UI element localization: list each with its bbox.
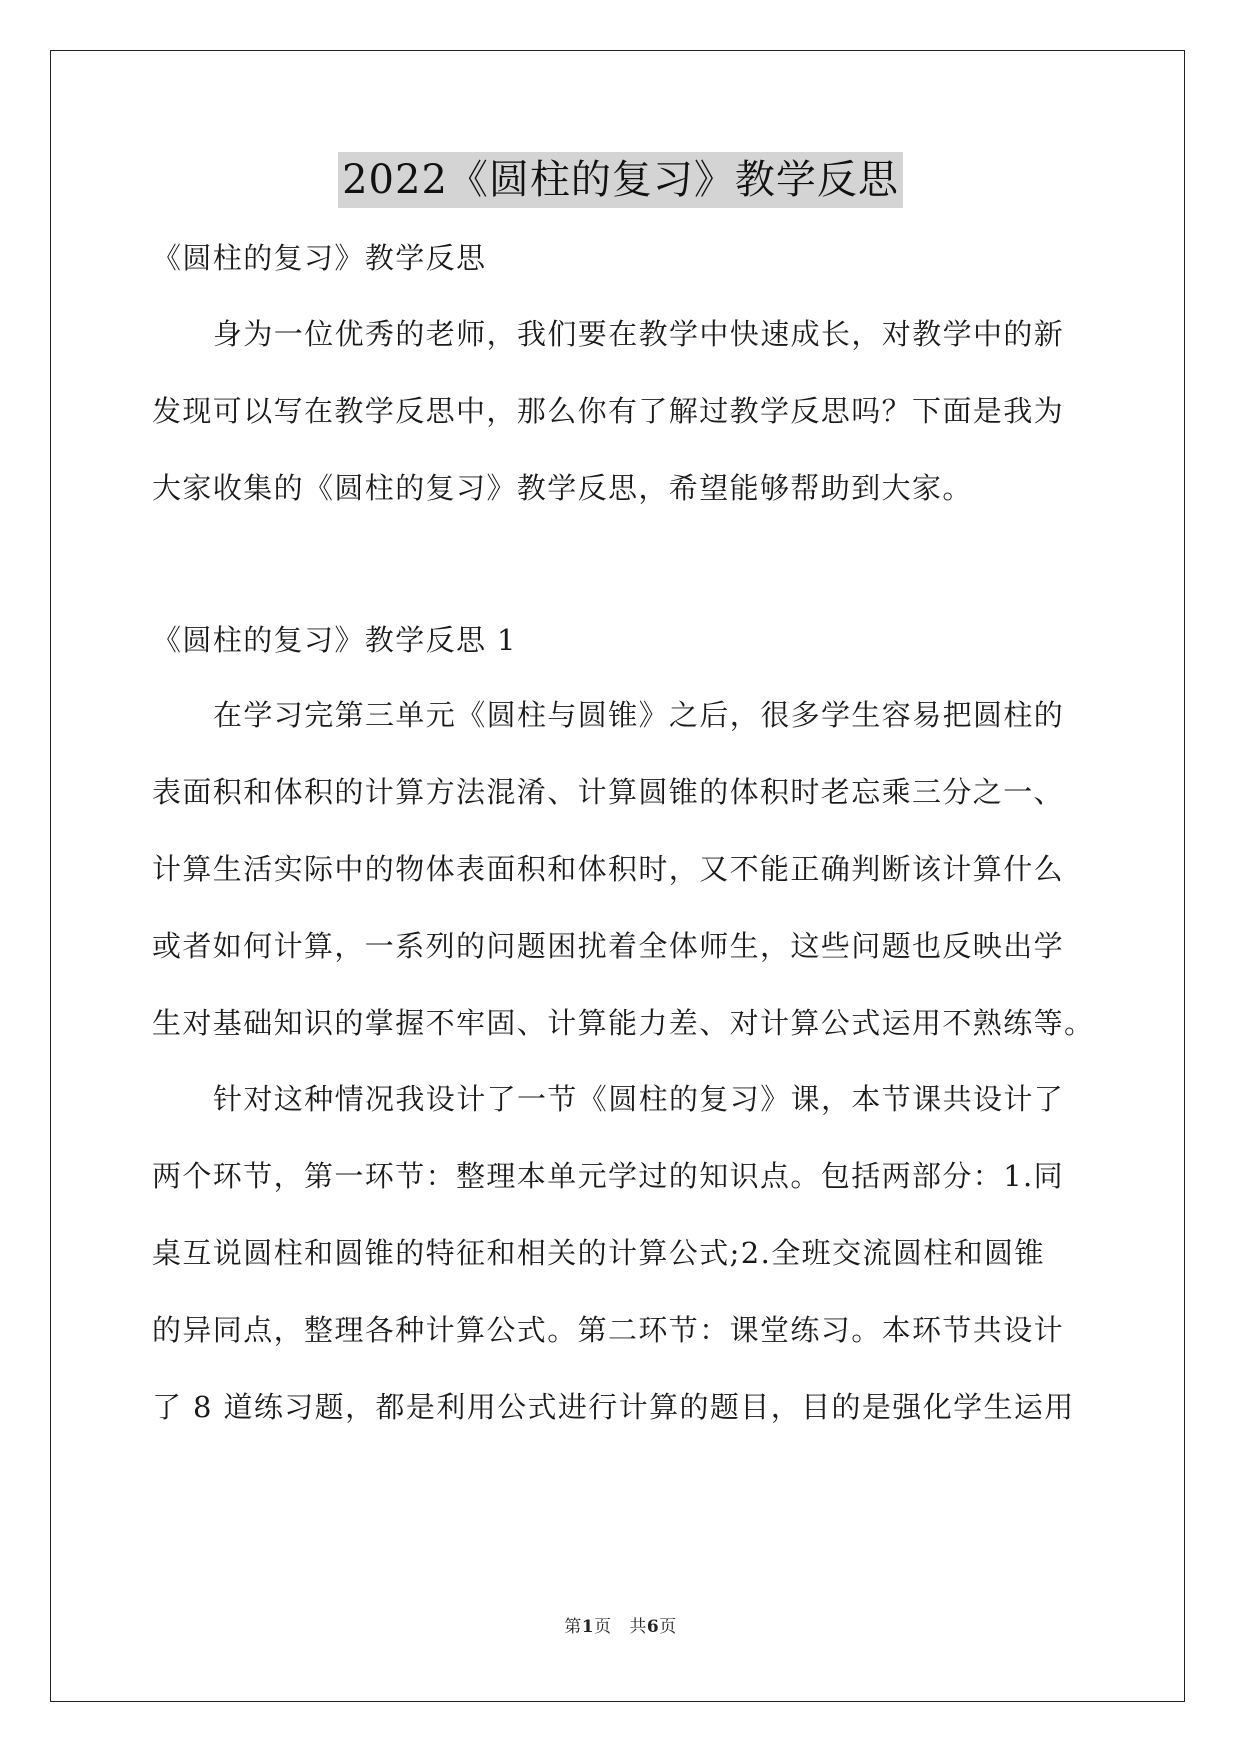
paragraph-line: 针对这种情况我设计了一节《圆柱的复习》课，本节课共设计了	[213, 1082, 1065, 1116]
footer-page-prefix: 第	[564, 1617, 582, 1637]
paragraph-line: 或者如何计算，一系列的问题困扰着全体师生，这些问题也反映出学	[152, 929, 1065, 963]
document-title: 2022《圆柱的复习》教学反思	[338, 152, 903, 208]
paragraph-line: 生对基础知识的掌握不牢固、计算能力差、对计算公式运用不熟练等。	[152, 1006, 1095, 1040]
paragraph-line: 计算生活实际中的物体表面积和体积时，又不能正确判断该计算什么	[152, 852, 1065, 886]
footer-page-number: 1	[581, 1617, 595, 1637]
title-container	[0, 152, 1241, 208]
footer-total-number: 6	[646, 1617, 660, 1637]
paragraph-line: 的异同点，整理各种计算公式。第二环节：课堂练习。本环节共设计	[152, 1313, 1065, 1347]
intro-line: 大家收集的《圆柱的复习》教学反思，希望能够帮助到大家。	[152, 471, 973, 505]
intro-line: 身为一位优秀的老师，我们要在教学中快速成长，对教学中的新	[213, 317, 1065, 351]
section-heading: 《圆柱的复习》教学反思 1	[152, 623, 517, 657]
subtitle: 《圆柱的复习》教学反思	[152, 241, 487, 275]
paragraph-line: 表面积和体积的计算方法混淆、计算圆锥的体积时老忘乘三分之一、	[152, 775, 1065, 809]
footer-total-suffix: 页	[659, 1617, 677, 1637]
footer-total-prefix: 共	[629, 1617, 647, 1637]
paragraph-line: 了 8 道练习题，都是利用公式进行计算的题目，目的是强化学生运用	[152, 1390, 1075, 1424]
paragraph-line: 在学习完第三单元《圆柱与圆锥》之后，很多学生容易把圆柱的	[213, 698, 1065, 732]
paragraph-line: 两个环节，第一环节：整理本单元学过的知识点。包括两部分：1.同	[152, 1159, 1065, 1193]
page-footer	[0, 1612, 1241, 1637]
paragraph-line: 桌互说圆柱和圆锥的特征和相关的计算公式;2.全班交流圆柱和圆锥	[152, 1236, 1045, 1270]
footer-page-suffix: 页	[594, 1617, 612, 1637]
intro-line: 发现可以写在教学反思中，那么你有了解过教学反思吗？下面是我为	[152, 394, 1065, 428]
